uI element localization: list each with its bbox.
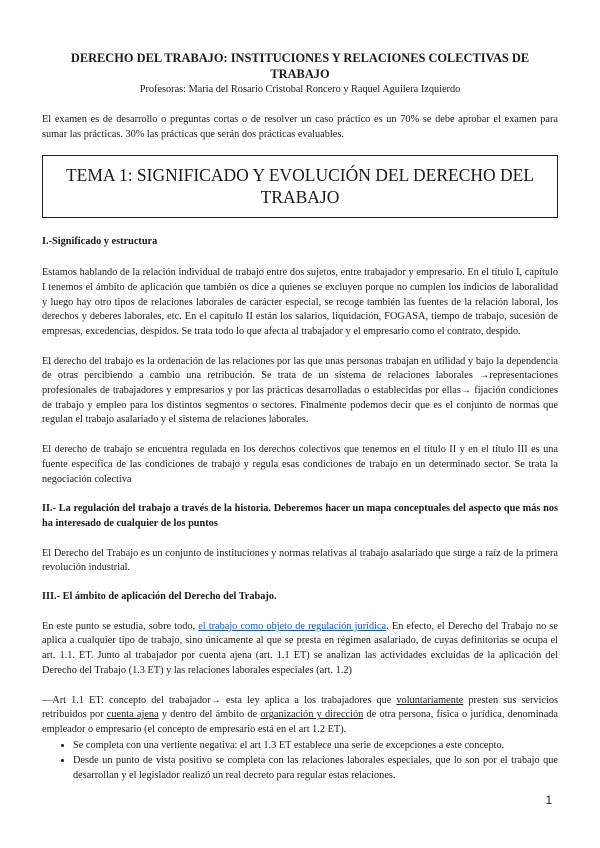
tema-title-box: TEMA 1: SIGNIFICADO Y EVOLUCIÓN DEL DERECHO DEL TRABAJO bbox=[42, 155, 558, 218]
underlined-term: cuenta ajena bbox=[106, 709, 159, 721]
intro-paragraph: El examen es de desarrollo o preguntas cortas o de resolver un caso práctico es un 70% se debe aprobar el examen para sumar las prácticas. 30% las prácticas que serán dos prácticas evaluables. bbox=[42, 114, 558, 140]
list-item: • Desde un punto de vista positivo se completa con las relaciones laborales especiales, que lo son por el trabajo que desarrollan y el legislador realizó un real decreto para regular estas relaciones. bbox=[73, 753, 558, 783]
paragraph: Estamos hablando de la relación individual de trabajo entre dos sujetos, entre trabajador y empresario. En el título I, capítulo I tenemos el ámbito de aplicación que también os dice a quienes se excluyen porque no cumplen los indicios de laboralidad y luego hay otro tipos de relaciones laborales de carácter especial, se recoge también las fuentes de la relación laboral, los derechos y deberes laborales, etc. En el capítulo II están los salarios, liquidación, FOGASA, tiempo de trabajo, sucesión de empresas, excedencias, despidos. Se trata todo lo que afecta al trabajador y el empresario como el contrato, despido. bbox=[42, 267, 558, 337]
text-span: de otra persona, física o jurídica, denominada empleador o empresario (el concepto de empresario está en el art 1.2 ET). bbox=[42, 709, 558, 735]
paragraph: El derecho de trabajo se encuentra regulada en los derechos colectivos que tenemos en el título II y en el título III es una fuente específica de las condiciones de trabajo y regula esas condiciones de trabajo en un determinado sector. Se trata la negociación colectiva bbox=[42, 444, 558, 485]
text-span: En este punto se estudia, sobre todo, bbox=[42, 620, 199, 632]
text-span: presten sus servicios retribuidos por bbox=[42, 694, 558, 721]
underlined-term: organización y dirección bbox=[260, 709, 364, 721]
page-content bbox=[42, 50, 558, 784]
underlined-term: voluntariamente bbox=[396, 694, 464, 706]
paragraph bbox=[42, 620, 558, 679]
text-span: y dentro del ámbito de bbox=[158, 709, 261, 721]
page-number: 1 bbox=[545, 795, 552, 807]
paragraph: El derecho del trabajo es la ordenación de las relaciones por las que unas personas trabajan en utilidad y bajo la dependencia de otras percibiendo a cambio una retribución. Se trata de un sistema de relaciones laborales →representaciones profesionales de trabajadores y empresarios y por las prácticas desarrolladas o establecidas por ellas→ fijación condiciones de trabajo y empleo para los distintos segmentos o sectores. Finalmente podemos decir que es el conjunto de normas que regulan el trabajo asalariado y el sistema de relaciones laborales. bbox=[42, 355, 558, 426]
text-span: —Art 1.1 ET: concepto del trabajador→ esta ley aplica a los trabajadores que bbox=[42, 694, 397, 706]
professors-line: Profesoras: Maria del Rosario Cristobal Roncero y Raquel Aguilera Izquierdo bbox=[139, 84, 461, 95]
regulation-link[interactable]: el trabajo como objeto de regulación jurídica bbox=[198, 620, 387, 632]
section-heading-2: II.- La regulación del trabajo a través de la historia. Deberemos hacer un mapa conceptuales del aspecto que más nos ha interesado de cualquier de los puntos bbox=[42, 503, 558, 529]
list-item: • Se completa con una vertiente negativa: el art 1.3 ET establece una serie de excepciones a este concepto. bbox=[73, 738, 558, 754]
section-heading-3: III.- El ámbito de aplicación del Derecho del Trabajo. bbox=[42, 591, 277, 603]
document-title: DERECHO DEL TRABAJO: INSTITUCIONES Y RELACIONES COLECTIVAS DE TRABAJO bbox=[70, 51, 530, 81]
bullet-list bbox=[42, 738, 558, 784]
text-span: . En efecto, el Derecho del Trabajo no se aplica a cualquier tipo de trabajo, sino únicamente al que se presta en régimen asalariado, de cuyas definitorias se ocupa el art. 1.1. ET. Junto al trabajador por cuenta ajena (art. 1.1 ET) se analizan las actividades excluidas de la aplicación del Derecho del Trabajo (1.3 ET) y las relaciones laborales especiales (art. 1.2) bbox=[42, 620, 558, 676]
paragraph: El Derecho del Trabajo es un conjunto de instituciones y normas relativas al trabajo asalariado que surge a raíz de la primera revolución industrial. bbox=[42, 547, 558, 574]
section-heading-1: I.-Significado y estructura bbox=[42, 236, 158, 248]
paragraph bbox=[42, 694, 558, 738]
